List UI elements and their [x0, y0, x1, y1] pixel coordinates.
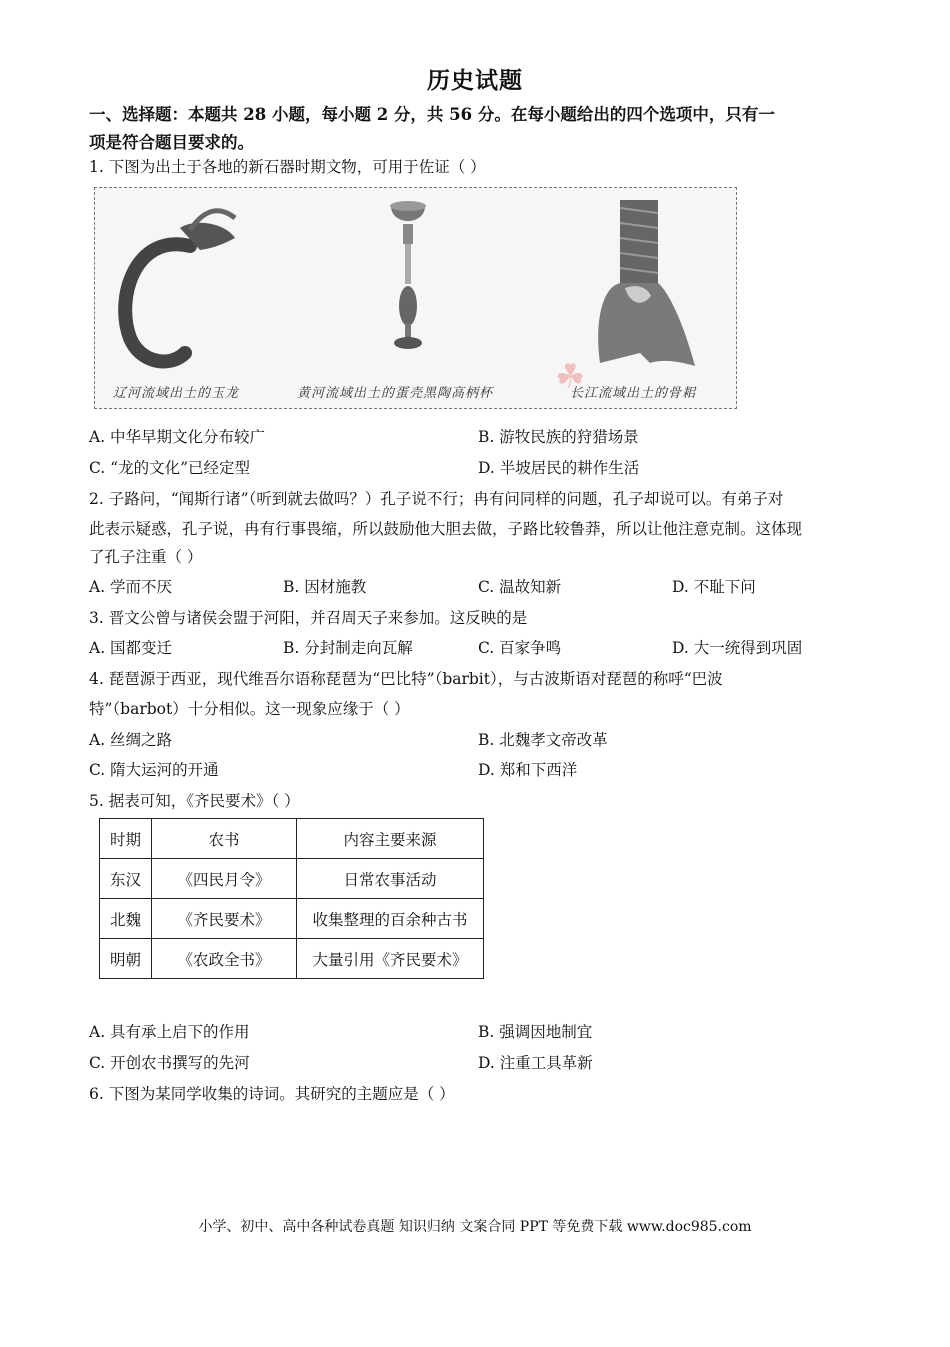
table-cell: 《农政全书》	[152, 939, 297, 979]
q5-option-b[interactable]: B. 强调因地制宜	[478, 1023, 593, 1041]
q4-option-b[interactable]: B. 北魏孝文帝改革	[478, 731, 608, 749]
table-row	[100, 899, 484, 939]
q3-option-b[interactable]: B. 分封制走向瓦解	[283, 639, 413, 657]
table-cell: 东汉	[100, 859, 152, 899]
table-cell: 大量引用《齐民要术》	[297, 939, 484, 979]
caption-stem-cup: 黄河流域出土的蛋壳黑陶高柄杯	[297, 386, 494, 401]
table-header-cell: 内容主要来源	[297, 819, 484, 859]
q3-stem: 3. 晋文公曾与诸侯会盟于河阳，并召周天子来参加。这反映的是	[89, 609, 528, 627]
q2-option-b[interactable]: B. 因材施教	[283, 578, 367, 596]
q4-stem-line1: 4. 琵琶源于西亚，现代维吾尔语称琵琶为“巴比特”（barbit），与古波斯语对琵琶的称呼“巴波	[89, 670, 723, 688]
table-header-row	[100, 819, 484, 859]
artifact-illustration	[95, 188, 738, 410]
q5-option-d[interactable]: D. 注重工具革新	[478, 1054, 593, 1072]
table-cell: 明朝	[100, 939, 152, 979]
section-heading-line1: 一、选择题：本题共 28 小题，每小题 2 分，共 56 分。在每小题给出的四个选项中，只有一	[89, 105, 775, 124]
table-cell: 收集整理的百余种古书	[297, 899, 484, 939]
q4-stem-line2: 特”（barbot）十分相似。这一现象应缘于（ ）	[89, 700, 410, 718]
page-title: 历史试题	[427, 67, 523, 94]
q2-stem-line2: 此表示疑惑，孔子说，冉有行事畏缩，所以鼓励他大胆去做，子路比较鲁莽，所以让他注意克制。这体现	[89, 520, 803, 538]
q2-option-d[interactable]: D. 不耻下问	[672, 578, 756, 596]
q2-option-c[interactable]: C. 温故知新	[478, 578, 562, 596]
q5-agricultural-books-table	[99, 818, 484, 979]
caption-bone-spade: 长江流域出土的骨耜	[570, 386, 697, 401]
q4-option-a[interactable]: A. 丝绸之路	[89, 731, 173, 749]
q1-stem: 1. 下图为出土于各地的新石器时期文物，可用于佐证（ ）	[89, 158, 486, 176]
caption-jade-dragon: 辽河流域出土的玉龙	[113, 386, 240, 401]
q2-stem-line3: 了孔子注重（ ）	[89, 548, 203, 566]
q1-option-d[interactable]: D. 半坡居民的耕作生活	[478, 459, 640, 477]
page-footer: 小学、初中、高中各种试卷真题 知识归纳 文案合同 PPT 等免费下载 www.doc985.com	[198, 1219, 752, 1235]
q5-option-c[interactable]: C. 开创农书撰写的先河	[89, 1054, 250, 1072]
q2-option-a[interactable]: A. 学而不厌	[89, 578, 173, 596]
table-row	[100, 939, 484, 979]
q5-stem: 5. 据表可知，《齐民要术》（ ）	[89, 792, 300, 810]
table-cell: 《齐民要术》	[152, 899, 297, 939]
watermark-mark: ☘	[555, 357, 586, 397]
table-header-cell: 时期	[100, 819, 152, 859]
q3-option-a[interactable]: A. 国都变迁	[89, 639, 173, 657]
q5-option-a[interactable]: A. 具有承上启下的作用	[89, 1023, 250, 1041]
q6-stem: 6. 下图为某同学收集的诗词。其研究的主题应是（ ）	[89, 1085, 455, 1103]
q1-option-b[interactable]: B. 游牧民族的狩猎场景	[478, 428, 639, 446]
table-cell: 日常农事活动	[297, 859, 484, 899]
section-heading-line2: 项是符合题目要求的。	[89, 133, 254, 152]
q3-option-c[interactable]: C. 百家争鸣	[478, 639, 562, 657]
table-cell: 北魏	[100, 899, 152, 939]
q2-stem-line1: 2. 子路问，“闻斯行诸”（听到就去做吗？）孔子说不行；冉有问同样的问题，孔子却说可以。有弟子对	[89, 490, 784, 508]
q3-option-d[interactable]: D. 大一统得到巩固	[672, 639, 803, 657]
q1-option-c[interactable]: C. “龙的文化”已经定型	[89, 459, 251, 477]
q1-artifact-figure	[94, 187, 737, 409]
q4-option-d[interactable]: D. 郑和下西洋	[478, 761, 578, 779]
jade-dragon-image	[125, 244, 190, 361]
q4-option-c[interactable]: C. 隋大运河的开通	[89, 761, 219, 779]
q1-option-a[interactable]: A. 中华早期文化分布较广	[89, 428, 266, 446]
table-cell: 《四民月令》	[152, 859, 297, 899]
table-row	[100, 859, 484, 899]
table-header-cell: 农书	[152, 819, 297, 859]
